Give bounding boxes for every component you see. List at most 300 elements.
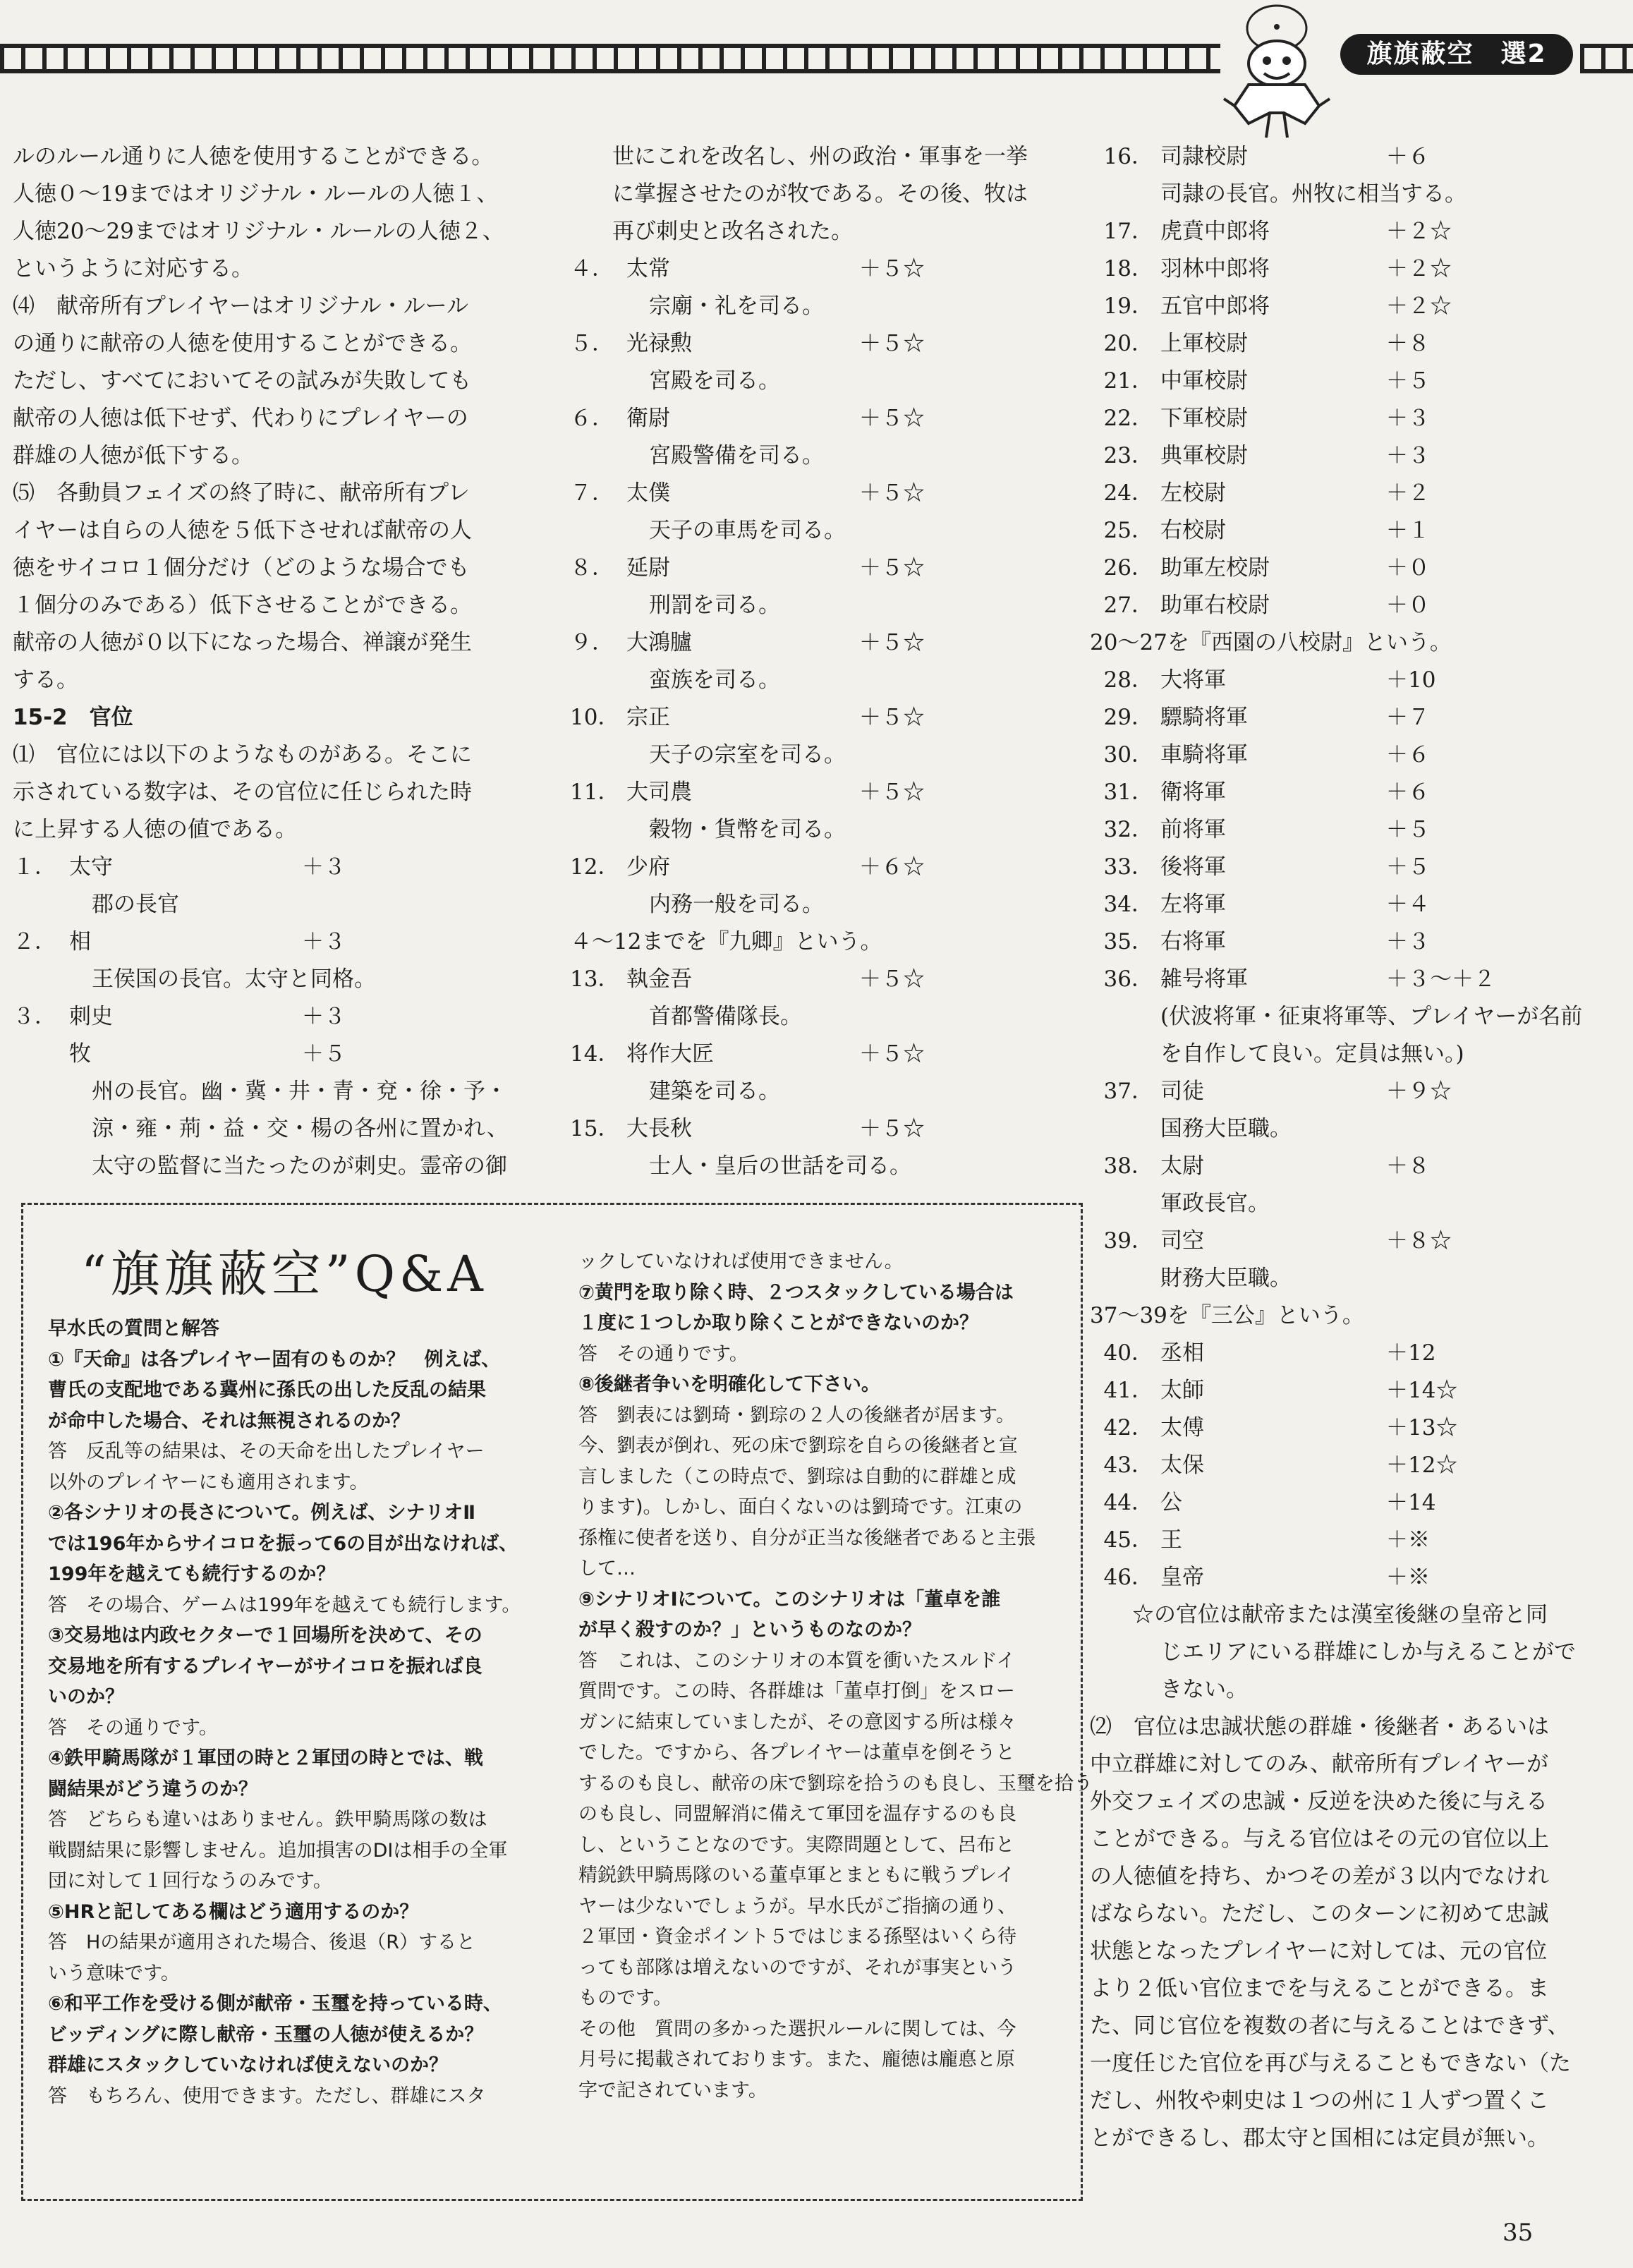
text-line: ただし、すべてにおいてその試みが失敗しても [13,368,472,394]
rank-row [13,849,528,886]
rank-row [1090,437,1605,475]
qa-question-line: ③交易地は内政セクターで１回場所を決めて、その [48,1625,482,1647]
rank-value: ＋８ [1386,1153,1430,1179]
rank-row [1090,1073,1605,1110]
rank-number: 44． [1103,1490,1153,1515]
text-line: する。 [13,667,78,693]
qa-answer-line: 答 その通りです。 [578,1342,748,1365]
rank-value: ＋５☆ [859,331,925,356]
rank-value: ＋５ [1386,854,1430,880]
qa-question-line: 闘結果がどう違うのか？ [48,1778,257,1800]
rank-name: 大司農 [626,780,692,805]
rank-number: １． [13,854,56,880]
rank-value: ＋３ [302,854,346,880]
rank-name: 丞相 [1160,1340,1204,1366]
rank-name: 助軍左校尉 [1160,555,1270,581]
qa-answer-line: 月号に掲載されております。また、龐徳は龐悳と原 [578,2049,1015,2070]
rank-number: 16． [1103,144,1153,169]
rank-name: 執金吾 [626,966,692,992]
rank-number: 36． [1103,966,1153,992]
rank-value: ＋６ [1386,780,1430,805]
qa-answer-line: 答 その通りです。 [48,1716,218,1739]
text-line: 世にこれを改名し、州の政治・軍事を一挙 [612,144,1028,169]
rank-row [1090,138,1605,176]
rank-row [570,475,1078,512]
rank-number: 22． [1103,406,1153,431]
rank-name: 王 [1160,1527,1182,1553]
rank-number: 17． [1103,219,1153,244]
rank-row [1090,288,1605,325]
rank-row [13,923,528,961]
qa-answer-line: 答 その場合、ゲームは199年を越えても続行します。 [48,1594,521,1616]
rank-name: 将作大匠 [626,1041,714,1067]
rank-value: ＋５ [1386,368,1430,394]
rank-row [1090,1559,1605,1596]
qa-question-line: が早く殺すのか？」というものなのか？ [578,1619,921,1641]
rank-row [1090,662,1605,699]
rank-value: ＋０ [1386,593,1430,618]
rank-number: 14． [570,1041,620,1067]
rank-row [570,699,1078,736]
rank-number: 46． [1103,1565,1153,1590]
rank-number: 20． [1103,331,1153,356]
qa-question-line: 早水氏の質問と解答 [48,1318,219,1340]
paragraph-2 [1090,1709,1605,2157]
rank-description: 穀物・貨幣を司る。 [649,817,846,842]
rank-number: 42． [1103,1415,1153,1441]
text-line: 中立群雄に対してのみ、献帝所有プレイヤーが [1090,1752,1549,1777]
qa-answer-line: 質問です。この時、各群雄は「董卓打倒」をスロー [578,1680,1015,1702]
rank-name: 左校尉 [1160,480,1226,506]
star-note: きない。 [1160,1677,1248,1702]
rank-number: 28． [1103,667,1153,693]
text-line: だし、州牧や刺史は１つの州に１人ずつ置くこ [1090,2088,1549,2114]
rank-number: 40． [1103,1340,1153,1366]
rank-row [13,998,528,1036]
rank-name: 驃騎将軍 [1160,705,1248,730]
rank-row [1090,774,1605,811]
rank-name: 下軍校尉 [1160,406,1248,431]
header-border-left [0,44,1220,73]
rank-number: 10． [570,705,620,730]
rank-description: 宮殿警備を司る。 [649,443,824,468]
rank-list-c [1090,1073,1605,1297]
text-line: より２低い官位までを与えることができる。ま [1090,1976,1549,2001]
qa-answer-line: ックしていなければ使用できません。 [578,1251,904,1273]
rank-value: ＋２ [1386,480,1430,506]
qa-answer-line: するのも良し、献帝の床で劉琮を拾うのも良し、玉璽を拾う [578,1772,1093,1795]
rank-value: ＋８☆ [1386,1228,1452,1254]
rank-name: 少府 [626,854,670,880]
rank-number: ９． [570,630,614,655]
rank-name: 牧 [69,1041,91,1067]
qa-answer-line: 孫権に使者を送り、自分が正当な後継者であると主張 [578,1527,1036,1549]
rank-name: 衛将軍 [1160,780,1226,805]
rank-name: 上軍校尉 [1160,331,1248,356]
rank-description: 刑罰を司る。 [649,593,780,618]
rank-number: ６． [570,406,614,431]
text-line: ルのルール通りに人徳を使用することができる。 [13,144,494,169]
qa-question-line: ⑧後継者争いを明確化して下さい。 [578,1373,880,1395]
text-line: とができるし、郡太守と国相には定員が無い。 [1090,2126,1549,2151]
column-3 [1090,138,1605,2157]
qa-answer-line: ２軍団・資金ポイント５ではじまる孫堅はいくら待 [578,1926,1016,1948]
text-line: に掌握させたのが牧である。その後、牧は [612,181,1028,207]
rank-value: ＋10 [1386,667,1436,693]
rank-description: 宮殿を司る。 [649,368,780,394]
qa-answer-line: ヤーは少ないでしょうが。早水氏がご指摘の通り、 [578,1895,1016,1917]
rank-number: 24． [1103,480,1153,506]
qa-question-line: ④鉄甲騎馬隊が１軍団の時と２軍団の時とでは、戦 [48,1747,483,1769]
rank-number: 41． [1103,1378,1153,1403]
rank-row [1090,1447,1605,1484]
rank-value: ＋５☆ [859,406,925,431]
rank-value: ＋５☆ [859,1041,925,1067]
rank-number: 39． [1103,1228,1153,1254]
rank-row [1090,587,1605,624]
rank-value: ＋５ [1386,817,1430,842]
qa-question-line: 曹氏の支配地である冀州に孫氏の出した反乱の結果 [48,1379,486,1401]
rank-name: 太尉 [1160,1153,1204,1179]
rank-number: 45． [1103,1527,1153,1553]
rank-name: 後将軍 [1160,854,1226,880]
qa-answer-line: っても部隊は増えないのですが、それが事実という [578,1956,1016,1979]
rank-name: 羽林中郎将 [1160,256,1270,281]
rank-name: 宗正 [626,705,670,730]
text-line: ばならない。ただし、このターンに初めて忠誠 [1090,1901,1549,1927]
qa-question-line: ②各シナリオの長さについて。例えば、シナリオⅡ [48,1502,476,1524]
rank-name: 左将軍 [1160,892,1226,917]
qa-answer-line: ものです。 [578,1987,672,2009]
qa-question-line: では196年からサイコロを振って6の目が出なければ、 [48,1532,518,1555]
rank-list-d [1090,1335,1605,1596]
rank-description: 首都警備隊長。 [649,1004,802,1029]
qa-question-line: １度に１つしか取り除くことができないのか？ [578,1312,978,1334]
qa-answer-line: 答 もちろん、使用できます。ただし、群雄にスタ [48,2085,486,2107]
rank-value: ＋２☆ [1386,219,1452,244]
qa-answer-line: でした。ですから、各プレイヤーは董卓を倒そうと [578,1742,1015,1764]
rank-row [1090,550,1605,587]
rank-value: ＋８ [1386,331,1430,356]
qa-question-line: いのか？ [48,1686,124,1708]
qa-answer-line: その他 質問の多かった選択ルールに関しては、今 [578,2018,1016,2040]
column-2 [570,138,1078,1185]
rank-number: 15． [570,1116,620,1141]
qa-question-line: が命中した場合、それは無視されるのか？ [48,1409,410,1432]
rank-number: 12． [570,854,620,880]
rank-name: 太保 [1160,1453,1204,1478]
rank-row [1090,1372,1605,1409]
rank-name: 皇帝 [1160,1565,1204,1590]
rank-row [1090,1522,1605,1559]
qa-question-line: ①『天命』は各プレイヤー固有のものか？ 例えば、 [48,1348,501,1371]
group-note: 20～27を『西園の八校尉』という。 [1090,630,1452,655]
rank-number: 43． [1103,1453,1153,1478]
rank-row [1090,1484,1605,1522]
rank-name: 中軍校尉 [1160,368,1248,394]
text-line: 献帝の人徳は低下せず、代わりにプレイヤーの [13,406,468,431]
rank-name: 太師 [1160,1378,1204,1403]
text-line: というように対応する。 [13,256,253,281]
rank-number: ２． [13,929,56,954]
rank-row [1090,1409,1605,1447]
rank-row [1090,699,1605,736]
text-line: ⑸ 各動員フェイズの終了時に、献帝所有プレ [13,480,470,506]
rank-number: ８． [570,555,614,581]
rank-value: ＋５☆ [859,256,925,281]
text-line: 再び刺史と改名された。 [612,219,853,244]
qa-question-line: 199年を越えても続行するのか？ [48,1563,336,1585]
qa-title: “旗旗蔽空”Q&A [81,1245,487,1303]
text-line: イヤーは自らの人徳を５低下させれば献帝の人 [13,518,472,543]
rank-row [1090,886,1605,923]
rank-number: 19． [1103,293,1153,319]
qa-answer-line: 精鋭鉄甲騎馬隊のいる董卓軍とまともに戦うプレイ [578,1864,1015,1886]
rank-number: ５． [570,331,614,356]
rank-name: 相 [69,929,91,954]
rank-value: ＋５☆ [859,966,925,992]
rank-value: ＋７ [1386,705,1430,730]
qa-answer-line: 字で記されています。 [578,2079,767,2102]
rank-number: 34． [1103,892,1153,917]
rank-name: 助軍右校尉 [1160,593,1270,618]
rank-name: 右将軍 [1160,929,1226,954]
qa-answer-line: ります)。しかし、面白くないのは劉琦です。江東の [578,1496,1023,1518]
rank-description: 司隷の長官。州牧に相当する。 [1160,181,1467,207]
rank-name: 太守 [69,854,113,880]
rank-number: 35． [1103,929,1153,954]
rank-name: 太常 [626,256,670,281]
text-line: １個分のみである）低下させることができる。 [13,593,472,618]
rank-value: ＋６ [1386,742,1430,768]
rank-row [1090,512,1605,550]
rank-row [570,250,1078,288]
rank-number: 18． [1103,256,1153,281]
qa-answer-line: 戦闘結果に影響しません。追加損害のDIは相手の全軍 [48,1839,508,1862]
group-note: 37～39を『三公』という。 [1090,1303,1364,1328]
rank-value: ＋14☆ [1386,1378,1458,1403]
rank-row [570,550,1078,587]
rank-value: ＋９☆ [1386,1079,1452,1104]
qa-question-line: 交易地を所有するプレイヤーがサイコロを振れば良 [48,1655,482,1678]
rank-description: を自作して良い。定員は無い。) [1160,1041,1464,1067]
group-note: ４～12までを『九卿』という。 [570,929,882,954]
text-line: ⑷ 献帝所有プレイヤーはオリジナル・ルール [13,293,469,319]
rank-value: ＋３ [1386,406,1430,431]
rank-number: 13． [570,966,620,992]
rank-row [1090,1335,1605,1372]
rank-name: 司徒 [1160,1079,1204,1104]
rank-row [1090,213,1605,250]
rank-row [570,1036,1078,1073]
rank-name: 司空 [1160,1228,1204,1254]
qa-question-line: 群雄にスタックしていなければ使えないのか？ [48,2054,448,2076]
qa-column-1 [48,1314,542,2111]
rank-value: ＋５☆ [859,555,925,581]
rank-row [570,849,1078,886]
rank-number: 32． [1103,817,1153,842]
qa-question-line: ビッディングに際し献帝・玉璽の人徳が使えるか？ [48,2023,484,2046]
rank-value: ＋５ [302,1041,346,1067]
rank-number: ３． [13,1004,56,1029]
qa-answer-line: 以外のプレイヤーにも適用されます。 [48,1471,369,1493]
rank-number: ７． [570,480,614,506]
qa-question-line: ⑦黄門を取り除く時、２つスタックしている場合は [578,1281,1014,1304]
rank-number: 21． [1103,368,1153,394]
qa-answer-line: し、ということなのです。実際問題として、呂布と [578,1833,1015,1856]
rank-value: ＋５☆ [859,1116,925,1141]
rank-value: ＋３ [302,929,346,954]
rank-description: 涼・雍・荊・益・交・楊の各州に置かれ、 [92,1116,509,1141]
rank-value: ＋５☆ [859,705,925,730]
rank-description: 士人・皇后の世話を司る。 [649,1153,911,1179]
rank-value: ＋５☆ [859,780,925,805]
rank-description: 王侯国の長官。太守と同格。 [92,966,376,992]
qa-question-line: ⑨シナリオⅠについて。このシナリオは「董卓を誰 [578,1588,1001,1611]
rank-value: ＋13☆ [1386,1415,1458,1441]
rank-number: 26． [1103,555,1153,581]
rank-name: 司隷校尉 [1160,144,1248,169]
column-1 [13,138,528,1185]
rank-number: 31． [1103,780,1153,805]
rank-name: 右校尉 [1160,518,1226,543]
text-line: の通りに献帝の人徳を使用することができる。 [13,331,472,356]
text-line: ことができる。与える官位はその元の官位以上 [1090,1826,1549,1852]
rank-row [570,325,1078,363]
rank-row [570,400,1078,437]
qa-answer-line: 答 Hの結果が適用された場合、後退（R）すると [48,1932,476,1953]
rank-description: 内務一般を司る。 [649,892,824,917]
rank-name: 大鴻臚 [626,630,692,655]
rank-description: 州の長官。幽・冀・井・青・兗・徐・予・ [92,1079,507,1104]
rank-number: 29． [1103,705,1153,730]
section-header-tab: 旗旗蔽空 選2 [1340,34,1573,75]
star-note: ☆の官位は献帝または漢室後継の皇帝と同 [1132,1602,1548,1627]
rank-description: (伏波将軍・征東将軍等、プレイヤーが名前 [1160,1004,1583,1029]
qa-answer-line: 答 反乱等の結果は、その天命を出したプレイヤー [48,1441,485,1462]
rank-row [1090,923,1605,961]
rank-number: ４． [570,256,614,281]
rank-description: 蛮族を司る。 [649,667,780,693]
rank-number: 27． [1103,593,1153,618]
qa-answer-line: 答 劉表には劉琦・劉琮の２人の後継者が居ます。 [578,1404,1015,1426]
rank-row [1090,811,1605,849]
star-note: じエリアにいる群雄にしか与えることがで [1160,1639,1576,1665]
qa-column-2 [578,1247,1093,2106]
rank-row [1090,250,1605,288]
rank-value: ＋２☆ [1386,256,1452,281]
rank-number: 37． [1103,1079,1153,1104]
text-line: 徳をサイコロ１個分だけ（どのような場合でも [13,555,470,581]
text-line: 人徳20～29まではオリジナル・ルールの人徳２、 [13,219,504,244]
rank-value: ＋３～＋２ [1386,966,1495,992]
rank-value: ＋12☆ [1386,1453,1458,1478]
rank-row [570,1110,1078,1148]
qa-answer-line: 団に対して１回行なうのみです。 [48,1870,332,1892]
rank-row [1090,736,1605,774]
rank-number: 30． [1103,742,1153,768]
qa-question-line: ⑥和平工作を受ける側が献帝・玉璽を持っている時、 [48,1993,502,2015]
rank-value: ＋※ [1386,1527,1430,1553]
rank-value: ＋６ [1386,144,1430,169]
rank-description: 軍政長官。 [1160,1191,1270,1216]
rank-name: 延尉 [626,555,670,581]
rank-value: ＋３ [302,1004,346,1029]
rank-row [570,774,1078,811]
rank-list-b [1090,662,1605,998]
text-line: に上昇する人徳の値である。 [13,817,297,842]
qa-answer-line: 言しました（この時点で、劉琮は自動的に群雄と成 [578,1465,1016,1488]
rank-name: 五官中郎将 [1160,293,1270,319]
rank-row [1090,1148,1605,1185]
text-line: の人徳値を持ち、かつその差が３以内でなけれ [1090,1864,1549,1889]
rank-name: 公 [1160,1490,1182,1515]
page-number: 35 [1503,2219,1534,2247]
rank-name: 大将軍 [1160,667,1226,693]
rank-value: ＋５☆ [859,480,925,506]
rank-name: 前将軍 [1160,817,1226,842]
qa-question-line: ⑤HRと記してある欄はどう適用するのか？ [48,1900,419,1923]
rank-name: 衛尉 [626,406,670,431]
section-heading: 15-2 官位 [13,705,133,730]
rank-value: ＋12 [1386,1340,1436,1366]
rank-row [1090,849,1605,886]
rank-row [1090,475,1605,512]
rank-name: 虎賁中郎将 [1160,219,1270,244]
warrior-mascot-illustration [1220,0,1333,141]
qa-answer-line: のも良し、同盟解消に備えて軍団を温存するのも良 [578,1803,1016,1825]
rank-number: 33． [1103,854,1153,880]
rank-description: 財務大臣職。 [1160,1266,1292,1291]
rank-name: 光禄勲 [626,331,692,356]
rank-description: 天子の車馬を司る。 [649,518,846,543]
text-line: 一度任じた官位を再び与えることもできない（た [1090,2051,1571,2076]
qa-answer-line: 今、劉表が倒れ、死の床で劉琮を自らの後継者と宣 [578,1435,1018,1457]
rank-description: 太守の監督に当たったのが刺史。霊帝の御 [92,1153,507,1179]
rank-list-b [570,961,1078,1185]
text-line: 状態となったプレイヤーに対しては、元の官位 [1090,1939,1548,1964]
qa-answer-line: 答 これは、このシナリオの本質を衝いたスルドイ [578,1649,1016,1672]
rank-value: ＋６☆ [859,854,925,880]
rank-name: 雑号将軍 [1160,966,1248,992]
text-line: 献帝の人徳が０以下になった場合、禅譲が発生 [13,630,472,655]
rank-value: ＋３ [1386,929,1430,954]
rank-value: ＋14 [1386,1490,1436,1515]
text-line: ⑴ 官位には以下のようなものがある。そこに [13,742,472,768]
rank-value: ＋１ [1386,518,1430,543]
rank-name: 車騎将軍 [1160,742,1248,768]
rank-description: 天子の宗室を司る。 [649,742,846,768]
rank-list-a [1090,213,1605,624]
rank-row [1090,400,1605,437]
rank-row [1090,325,1605,363]
rank-description: 国務大臣職。 [1160,1116,1292,1141]
rank-row [1090,363,1605,400]
qa-answer-line: して… [578,1558,636,1579]
rank-name: 太僕 [626,480,670,506]
text-line: た、同じ官位を複数の者に与えることはできず、 [1090,2013,1570,2039]
rank-value: ＋５☆ [859,630,925,655]
rank-number: 25． [1103,518,1153,543]
rank-list-a [570,250,1078,923]
rank-name: 大長秋 [626,1116,692,1141]
rank-description: 郡の長官 [92,892,179,917]
rank-value: ＋４ [1386,892,1430,917]
rank-value: ＋２☆ [1386,293,1452,319]
text-line: 人徳０～19まではオリジナル・ルールの人徳１、 [13,181,499,207]
text-line: 群雄の人徳が低下する。 [13,443,253,468]
qa-answer-line: 答 どちらも違いはありません。鉄甲騎馬隊の数は [48,1809,487,1831]
